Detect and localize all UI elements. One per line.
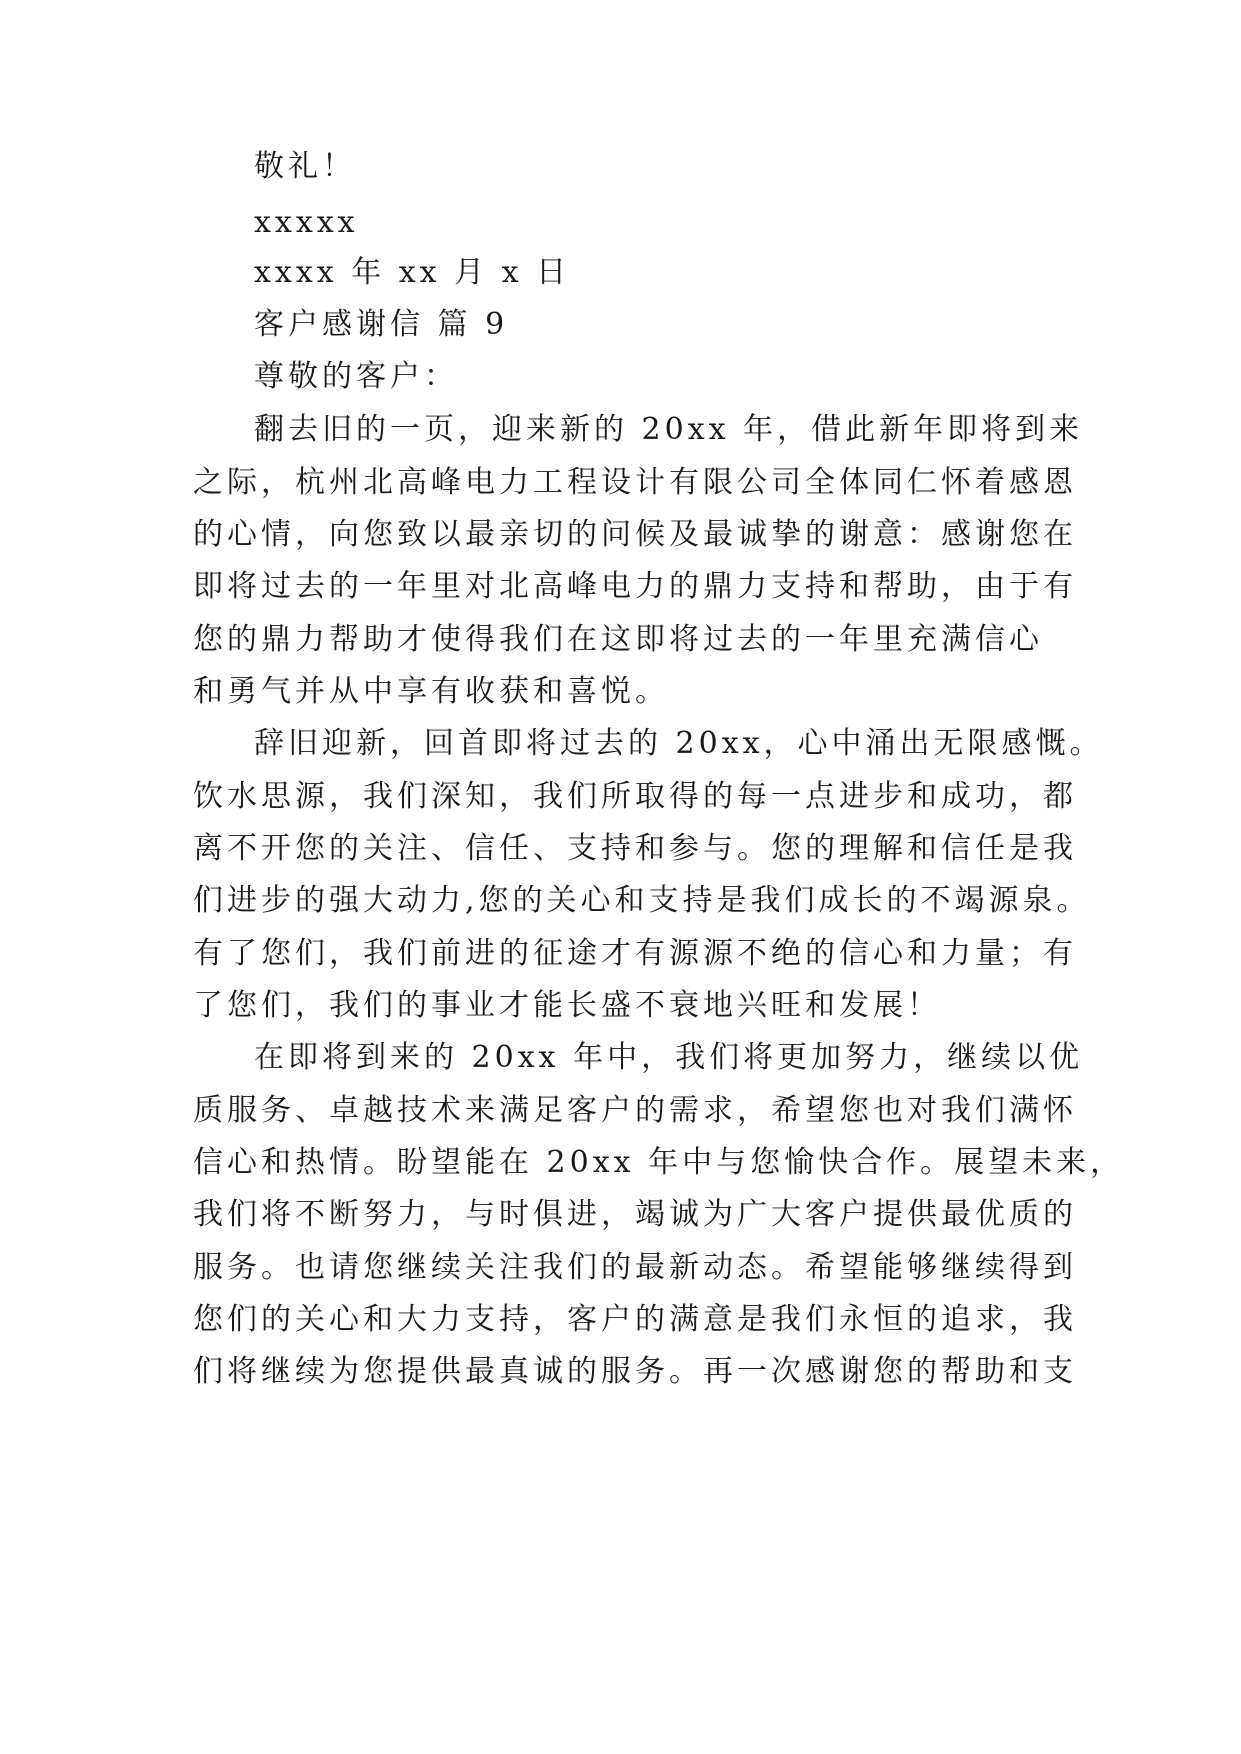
paragraph-3-line-5: 服务。也请您继续关注我们的最新动态。希望能够继续得到 [193,1250,1077,1285]
paragraph-1-line-1: 翻去旧的一页，迎来新的 20xx 年，借此新年即将到来 [254,412,1084,447]
paragraph-3-line-4: 我们将不断努力，与时俱进，竭诚为广大客户提供最优质的 [193,1197,1077,1232]
paragraph-1-line-5: 您的鼎力帮助才使得我们在这即将过去的一年里充满信心 [193,622,1043,657]
paragraph-2-line-3: 离不开您的关注、信任、支持和参与。您的理解和信任是我 [193,831,1077,866]
paragraph-2-line-2: 饮水思源，我们深知，我们所取得的每一点进步和成功，都 [193,779,1077,814]
paragraph-2-line-4: 们进步的强大动力,您的关心和支持是我们成长的不竭源泉。 [193,883,1091,918]
paragraph-1-line-2: 之际，杭州北高峰电力工程设计有限公司全体同仁怀着感恩 [193,465,1077,500]
paragraph-3-line-2: 质服务、卓越技术来满足客户的需求，希望您也对我们满怀 [193,1093,1077,1128]
paragraph-2-line-5: 有了您们，我们前进的征途才有源源不绝的信心和力量；有 [193,936,1077,971]
paragraph-2-line-6: 了您们，我们的事业才能长盛不衰地兴旺和发展！ [193,988,941,1023]
section-title: 客户感谢信 篇 9 [254,307,509,342]
paragraph-3-line-1: 在即将到来的 20xx 年中，我们将更加努力，继续以优 [254,1040,1084,1075]
paragraph-2-line-1: 辞旧迎新，回首即将过去的 20xx，心中涌出无限感慨。 [254,726,1104,761]
paragraph-1-line-4: 即将过去的一年里对北高峰电力的鼎力支持和帮助，由于有 [193,569,1077,604]
signature: xxxxx [254,205,359,240]
paragraph-3-line-7: 们将继续为您提供最真诚的服务。再一次感谢您的帮助和支 [193,1354,1077,1389]
paragraph-3-line-6: 您们的关心和大力支持，客户的满意是我们永恒的追求，我 [193,1302,1077,1337]
closing-salute: 敬礼！ [254,149,356,184]
letter-date: xxxx 年 xx 月 x 日 [254,255,571,290]
paragraph-3-line-3: 信心和热情。盼望能在 20xx 年中与您愉快合作。展望未来， [193,1145,1125,1180]
paragraph-1-line-3: 的心情，向您致以最亲切的问候及最诚挚的谢意：感谢您在 [193,517,1077,552]
greeting: 尊敬的客户： [254,359,458,394]
paragraph-1-line-6: 和勇气并从中享有收获和喜悦。 [193,674,669,709]
